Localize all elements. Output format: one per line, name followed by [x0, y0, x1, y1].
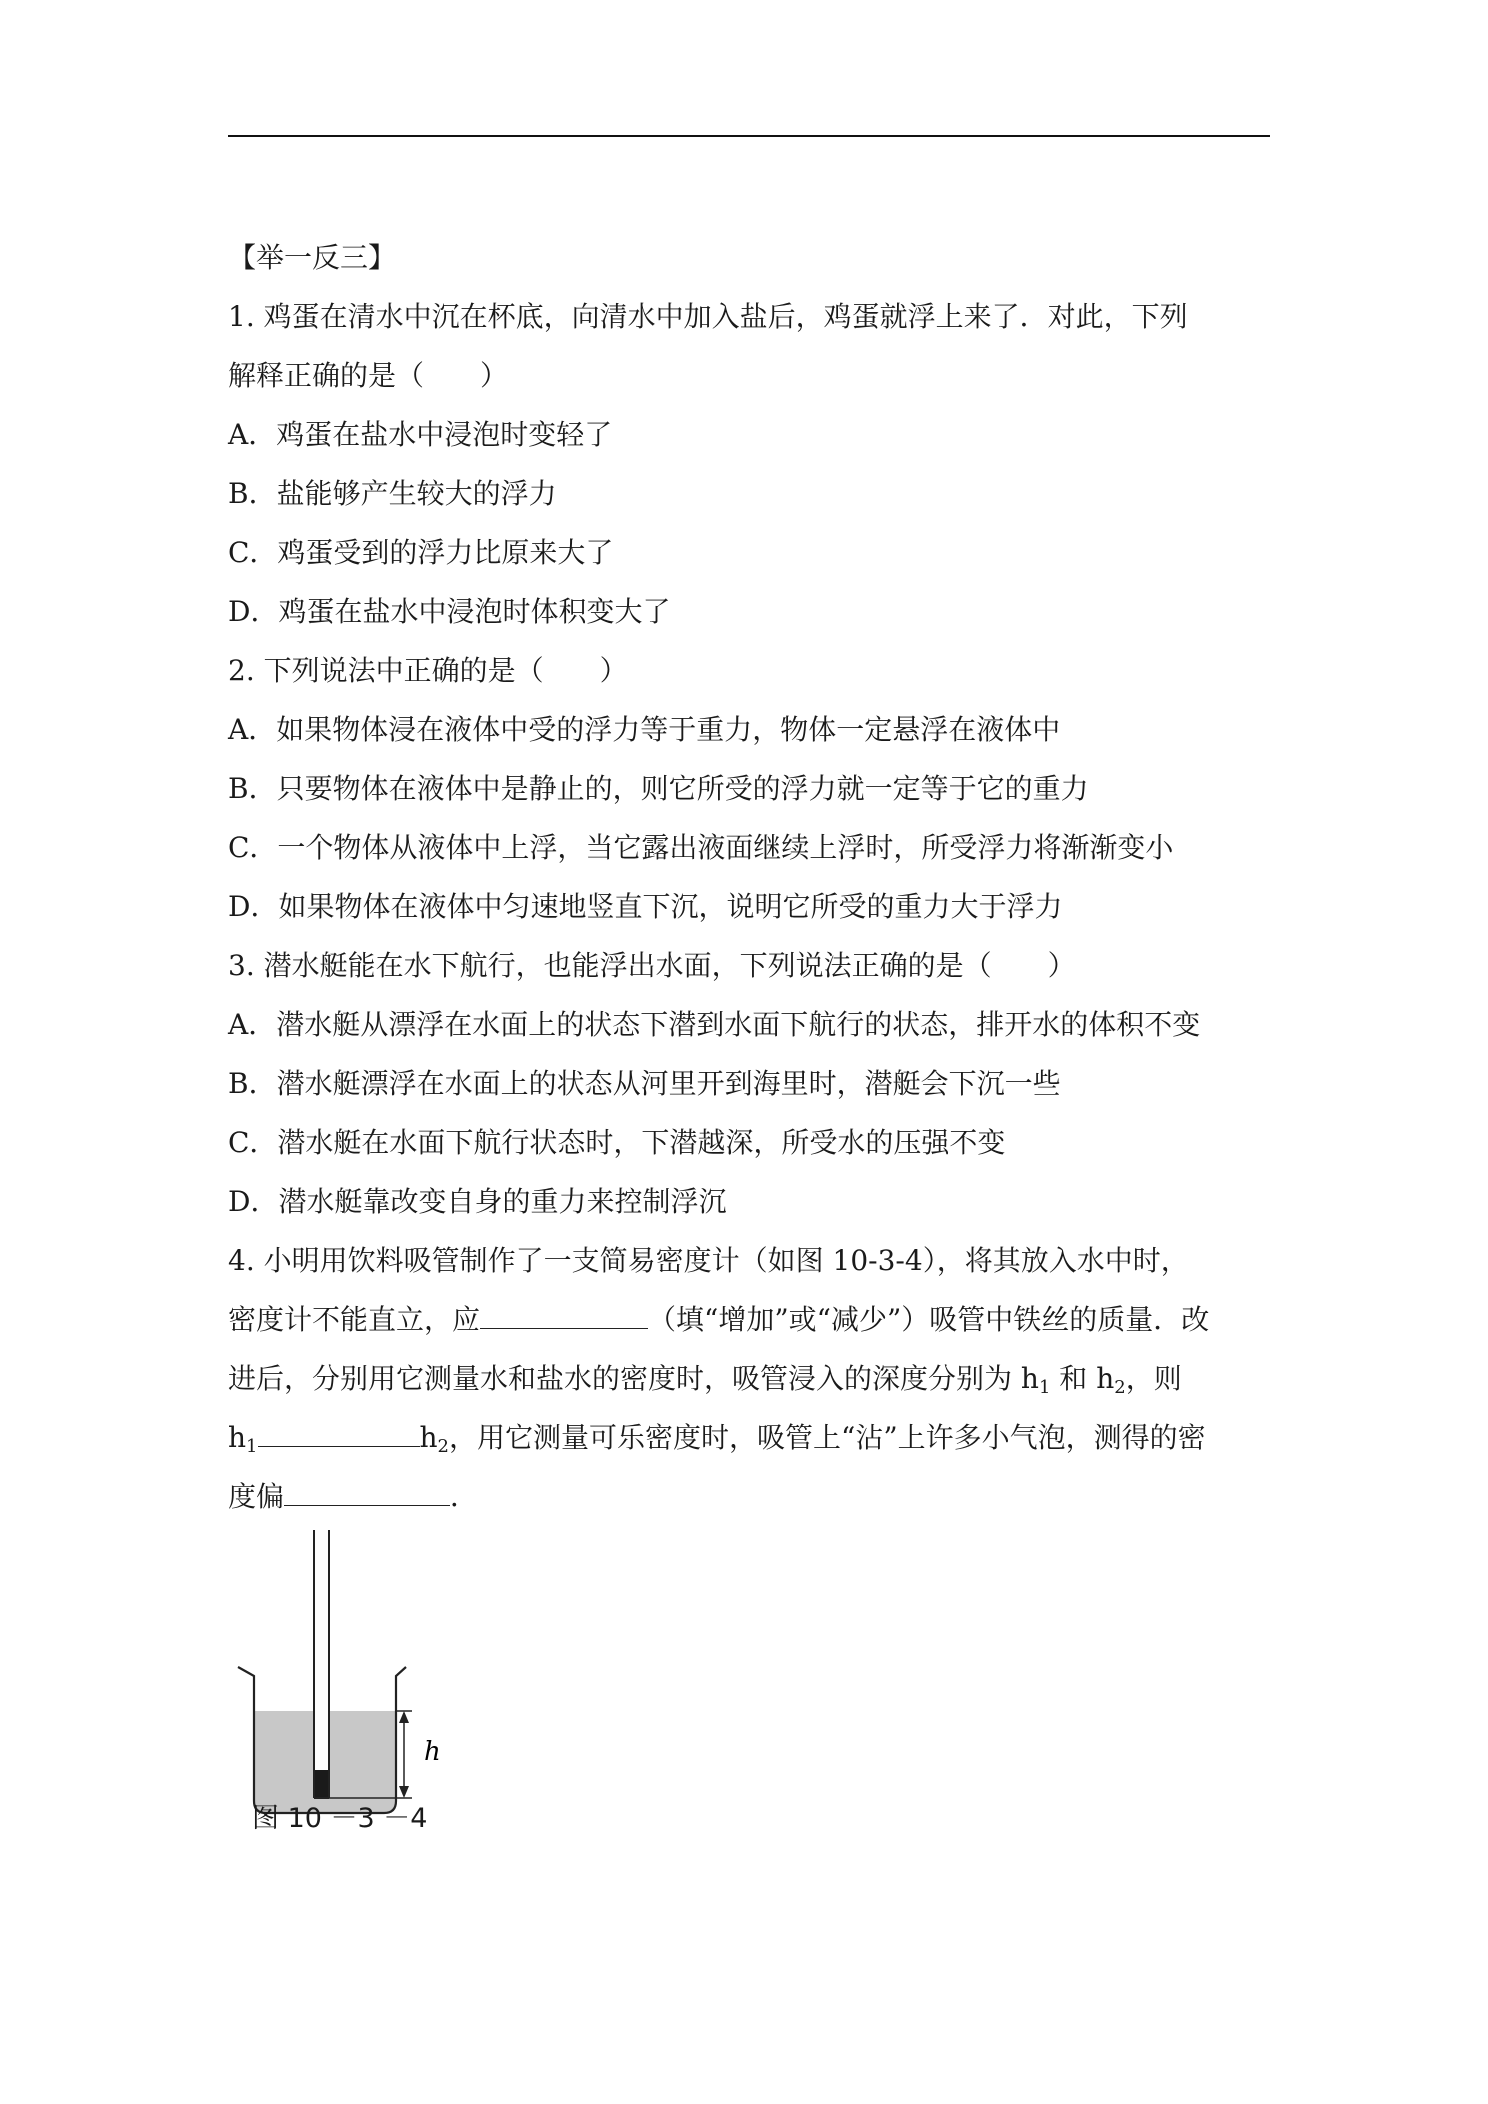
q4-line-1: 4. 小明用饮料吸管制作了一支简易密度计（如图 10-3-4），将其放入水中时， — [228, 1244, 1189, 1277]
section-title: 【举一反三】 — [228, 241, 397, 274]
figure-caption: 图 10 －3 －4 — [252, 1803, 428, 1834]
q3-stem: 3. 潜水艇能在水下航行，也能浮出水面，下列说法正确的是（ ） — [228, 949, 1076, 982]
q4-line-5-text-a: 度偏 — [228, 1480, 285, 1513]
q4-line-3 — [228, 1349, 1278, 1408]
q4-line-3-text-c: ，则 — [1125, 1362, 1182, 1395]
q4-h2-subscript: 2 — [1114, 1377, 1126, 1398]
beaker-diagram — [234, 1530, 464, 1820]
q4-blank-2[interactable] — [258, 1416, 420, 1447]
q4-line-4-h2: h — [419, 1421, 438, 1454]
q3-option-b: B．潜水艇漂浮在水面上的状态从河里开到海里时，潜艇会下沉一些 — [228, 1067, 1061, 1100]
q2-option-b: B．只要物体在液体中是静止的，则它所受的浮力就一定等于它的重力 — [228, 772, 1089, 805]
exercise-content — [228, 228, 1278, 1526]
depth-label-h: h — [424, 1737, 441, 1767]
q4-blank-3[interactable] — [284, 1475, 450, 1506]
header-rule — [228, 135, 1270, 137]
q4-line-4 — [228, 1408, 1278, 1467]
q1-stem-line-1: 1. 鸡蛋在清水中沉在杯底，向清水中加入盐后，鸡蛋就浮上来了．对此，下列 — [228, 300, 1188, 333]
q3-option-d: D．潜水艇靠改变自身的重力来控制浮沉 — [228, 1185, 727, 1218]
q3-option-a: A．潜水艇从漂浮在水面上的状态下潜到水面下航行的状态，排开水的体积不变 — [228, 1008, 1201, 1041]
depth-arrow-top-head — [399, 1711, 409, 1723]
density-meter-figure — [234, 1530, 464, 1820]
q1-option-d: D．鸡蛋在盐水中浸泡时体积变大了 — [228, 595, 671, 628]
q4-line-2 — [228, 1290, 1278, 1349]
q4-line-3-text-a: 进后，分别用它测量水和盐水的密度时，吸管浸入的深度分别为 h — [228, 1362, 1039, 1395]
q2-option-d: D．如果物体在液体中匀速地竖直下沉，说明它所受的重力大于浮力 — [228, 890, 1063, 923]
q1-stem-line-2: 解释正确的是（ ） — [228, 359, 509, 392]
iron-wire-weight — [315, 1770, 328, 1798]
q2-option-c: C．一个物体从液体中上浮，当它露出液面继续上浮时，所受浮力将渐渐变小 — [228, 831, 1174, 864]
q4-line-4-h2-subscript: 2 — [437, 1436, 449, 1457]
q4-line-5-text-b: ． — [450, 1480, 479, 1513]
q4-line-3-text-b: 和 h — [1050, 1362, 1115, 1395]
q1-option-b: B．盐能够产生较大的浮力 — [228, 477, 557, 510]
q4-blank-1[interactable] — [480, 1298, 648, 1329]
q4-line-4-h1-subscript: 1 — [246, 1436, 258, 1457]
q1-option-c: C．鸡蛋受到的浮力比原来大了 — [228, 536, 614, 569]
q4-line-4-text-b: ，用它测量可乐密度时，吸管上“沾”上许多小气泡，测得的密 — [449, 1421, 1206, 1454]
q4-line-4-h1: h — [228, 1421, 247, 1454]
q3-option-c: C．潜水艇在水面下航行状态时，下潜越深，所受水的压强不变 — [228, 1126, 1006, 1159]
q2-option-a: A．如果物体浸在液体中受的浮力等于重力，物体一定悬浮在液体中 — [228, 713, 1061, 746]
q4-h1-subscript: 1 — [1038, 1377, 1051, 1398]
q1-option-a: A．鸡蛋在盐水中浸泡时变轻了 — [228, 418, 613, 451]
q4-line-5 — [228, 1467, 1278, 1526]
q4-line-2-text-a: 密度计不能直立，应 — [228, 1303, 481, 1336]
q2-stem: 2. 下列说法中正确的是（ ） — [228, 654, 628, 687]
q4-line-2-text-b: （填“增加”或“减少”）吸管中铁丝的质量．改 — [648, 1303, 1210, 1336]
